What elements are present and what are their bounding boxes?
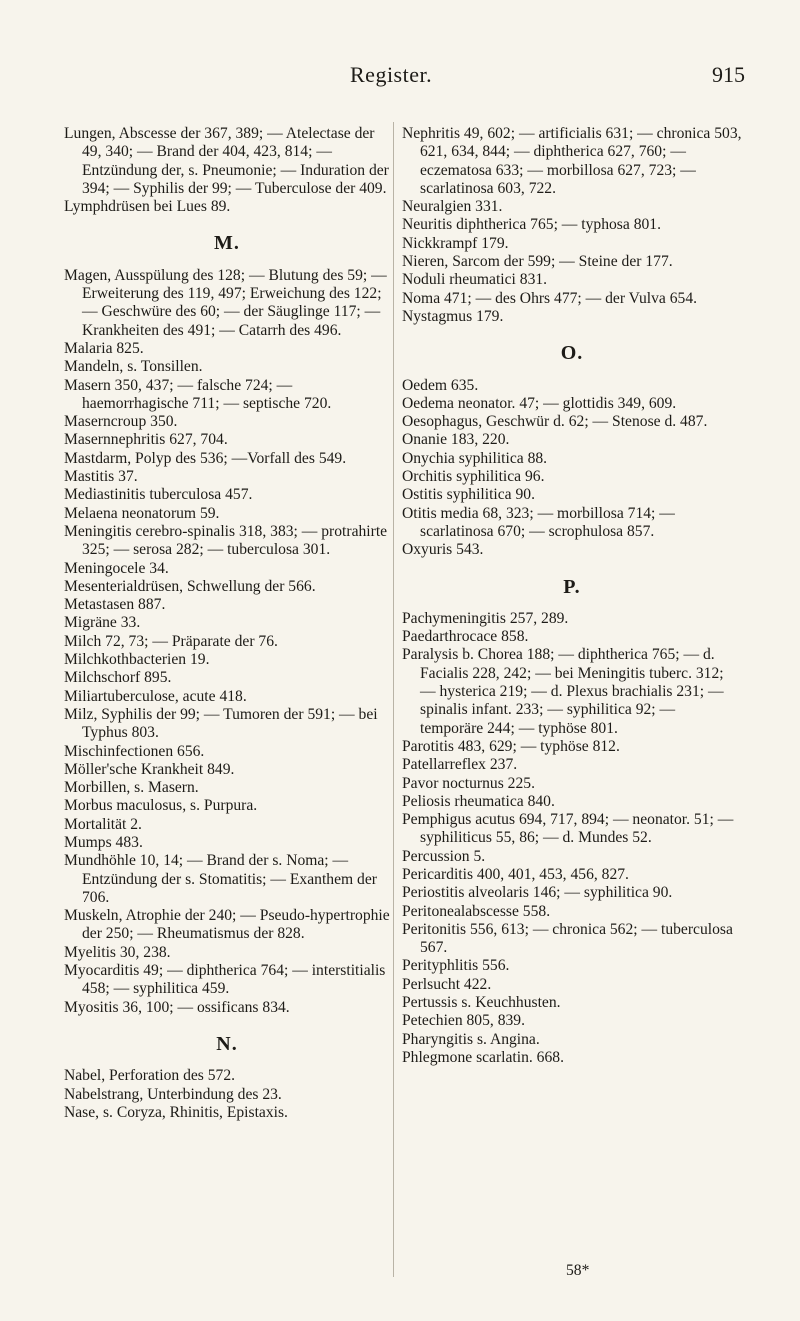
index-entry: Nickkrampf 179. xyxy=(402,234,509,252)
index-entry: Parotitis 483, 629; — typhöse 812. xyxy=(402,737,620,755)
index-entry: Lungen, Abscesse der 367, 389; — Atelectase der 49, 340; — Brand der 404, 423, 814; — Entzündung der, s. Pneumonie; — Induration der 394; — Syphilis der 99; — Tuberculose der 409. xyxy=(64,125,389,197)
index-entry: Paedarthrocace 858. xyxy=(402,628,529,646)
index-entry: Meningitis cerebro-spinalis 318, 383; — protrahirte 325; — serosa 282; — tuberculosa 301. xyxy=(64,522,388,559)
index-entry: Milchkothbacterien 19. xyxy=(64,651,210,669)
index-entry: Paralysis b. Chorea 188; — diphtherica 765; — d. Facialis 228, 242; — bei Meningitis tuberc. 312; — hysterica 219; — d. Plexus brachialis 231; — spinalis infant. 233; — syphilitica 92; — temporäre 244; — typhöse 801. xyxy=(402,646,724,737)
section-letter-heading: P. xyxy=(563,575,581,598)
index-entry: Mundhöhle 10, 14; — Brand der s. Noma; — Entzündung der s. Stomatitis; — Exanthem der 706. xyxy=(64,852,377,906)
index-entry: Mastdarm, Polyp des 536; —Vorfall des 549. xyxy=(64,449,347,467)
index-entry: Otitis media 68, 323; — morbillosa 714; — scarlatinosa 670; — scrophulosa 857. xyxy=(402,504,675,540)
index-entry: Pharyngitis s. Angina. xyxy=(402,1030,540,1048)
index-entry: Oedema neonator. 47; — glottidis 349, 609. xyxy=(402,394,677,412)
index-entry: Mortalität 2. xyxy=(64,815,142,833)
index-entry: Masern 350, 437; — falsche 724; — haemorrhagische 711; — septische 720. xyxy=(64,376,332,412)
index-entry: Periostitis alveolaris 146; — syphilitica 90. xyxy=(402,884,673,902)
index-entry: Phlegmone scarlatin. 668. xyxy=(402,1048,564,1066)
index-entry: Peritonealabscesse 558. xyxy=(402,902,551,920)
index-entry: Petechien 805, 839. xyxy=(402,1012,525,1030)
index-entry: Milchschorf 895. xyxy=(64,669,172,687)
column-divider xyxy=(393,122,394,1277)
index-entry: Pertussis s. Keuchhusten. xyxy=(402,994,561,1012)
index-entry: Magen, Ausspülung des 128; — Blutung des 59; — Erweiterung des 119, 497; Erweichung des 122; — Geschwüre des 60; — der Säuglinge 117; — Krankheiten des 491; — Catarrh des 496. xyxy=(64,266,387,339)
index-entry: Nabelstrang, Unterbindung des 23. xyxy=(64,1085,282,1103)
index-entry: Patellarreflex 237. xyxy=(402,756,518,774)
right-index-column xyxy=(402,125,742,1067)
index-entry: Myositis 36, 100; — ossificans 834. xyxy=(64,998,290,1016)
index-entry: Nephritis 49, 602; — artificialis 631; — chronica 503, 621, 634, 844; — diphtherica 627, 760; — eczematosa 633; — morbillosa 627, 723; — scarlatinosa 603, 722. xyxy=(402,125,742,197)
section-letter-heading: M. xyxy=(214,232,240,255)
index-entry: Milch 72, 73; — Präparate der 76. xyxy=(64,632,278,650)
index-entry: Meningocele 34. xyxy=(64,559,169,577)
index-entry: Mediastinitis tuberculosa 457. xyxy=(64,486,253,504)
index-entry: Mischinfectionen 656. xyxy=(64,742,205,760)
index-entry: Myocarditis 49; — diphtherica 764; — interstitialis 458; — syphilitica 459. xyxy=(64,962,386,998)
index-entry: Onanie 183, 220. xyxy=(402,431,510,449)
index-entry: Maserncroup 350. xyxy=(64,413,178,431)
index-entry: Morbillen, s. Masern. xyxy=(64,779,199,797)
index-entry: Oesophagus, Geschwür d. 62; — Stenose d. 487. xyxy=(402,413,708,431)
index-entry: Neuralgien 331. xyxy=(402,198,503,216)
index-entry: Pericarditis 400, 401, 453, 456, 827. xyxy=(402,865,629,883)
index-entry: Neuritis diphtherica 765; — typhosa 801. xyxy=(402,216,661,234)
left-index-column xyxy=(64,125,390,1122)
index-entry: Percussion 5. xyxy=(402,847,486,865)
section-letter-heading: N. xyxy=(216,1032,238,1055)
index-entry: Milz, Syphilis der 99; — Tumoren der 591; — bei Typhus 803. xyxy=(64,705,378,742)
index-entry: Morbus maculosus, s. Purpura. xyxy=(64,797,258,815)
index-entry: Pemphigus acutus 694, 717, 894; — neonator. 51; — syphiliticus 55, 86; — d. Mundes 52. xyxy=(402,811,734,847)
index-entry: Onychia syphilitica 88. xyxy=(402,449,548,467)
index-entry: Peliosis rheumatica 840. xyxy=(402,792,555,810)
index-entry: Myelitis 30, 238. xyxy=(64,943,171,961)
page-header xyxy=(0,0,800,110)
index-entry: Noduli rheumatici 831. xyxy=(402,271,548,289)
index-entry: Pachymeningitis 257, 289. xyxy=(402,609,569,627)
index-entry: Nase, s. Coryza, Rhinitis, Epistaxis. xyxy=(64,1103,288,1121)
index-entry: Peritonitis 556, 613; — chronica 562; — tuberculosa 567. xyxy=(402,920,733,957)
index-entry: Melaena neonatorum 59. xyxy=(64,504,220,522)
index-entry: Perlsucht 422. xyxy=(402,975,492,993)
index-entry: Ostitis syphilitica 90. xyxy=(402,486,535,504)
index-entry: Nystagmus 179. xyxy=(402,307,504,325)
index-entry: Nieren, Sarcom der 599; — Steine der 177. xyxy=(402,253,673,271)
index-entry: Möller'sche Krankheit 849. xyxy=(64,760,235,778)
index-entry: Orchitis syphilitica 96. xyxy=(402,468,545,486)
index-entry: Migräne 33. xyxy=(64,614,141,632)
index-entry: Mesenterialdrüsen, Schwellung der 566. xyxy=(64,577,316,595)
section-letter-heading: O. xyxy=(560,342,584,365)
index-entry: Perityphlitis 556. xyxy=(402,957,510,975)
index-entry: Masernnephritis 627, 704. xyxy=(64,431,228,449)
index-entry: Lymphdrüsen bei Lues 89. xyxy=(64,198,231,216)
running-title: Register. xyxy=(350,62,433,87)
index-entry: Oedem 635. xyxy=(402,376,479,394)
index-entry: Pavor nocturnus 225. xyxy=(402,774,535,792)
index-entry: Noma 471; — des Ohrs 477; — der Vulva 654. xyxy=(402,289,698,307)
index-entry: Mandeln, s. Tonsillen. xyxy=(64,358,203,376)
index-entry: Mumps 483. xyxy=(64,833,143,851)
index-entry: Metastasen 887. xyxy=(64,596,166,614)
index-entry: Malaria 825. xyxy=(64,339,144,357)
index-entry: Oxyuris 543. xyxy=(402,541,484,559)
index-entry: Mastitis 37. xyxy=(64,468,138,486)
index-entry: Nabel, Perforation des 572. xyxy=(64,1067,236,1085)
index-entry: Miliartuberculose, acute 418. xyxy=(64,687,247,705)
index-entry: Muskeln, Atrophie der 240; — Pseudo-hypertrophie der 250; — Rheumatismus der 828. xyxy=(64,907,390,943)
signature-mark: 58* xyxy=(566,1262,590,1279)
page-number: 915 xyxy=(712,62,745,87)
